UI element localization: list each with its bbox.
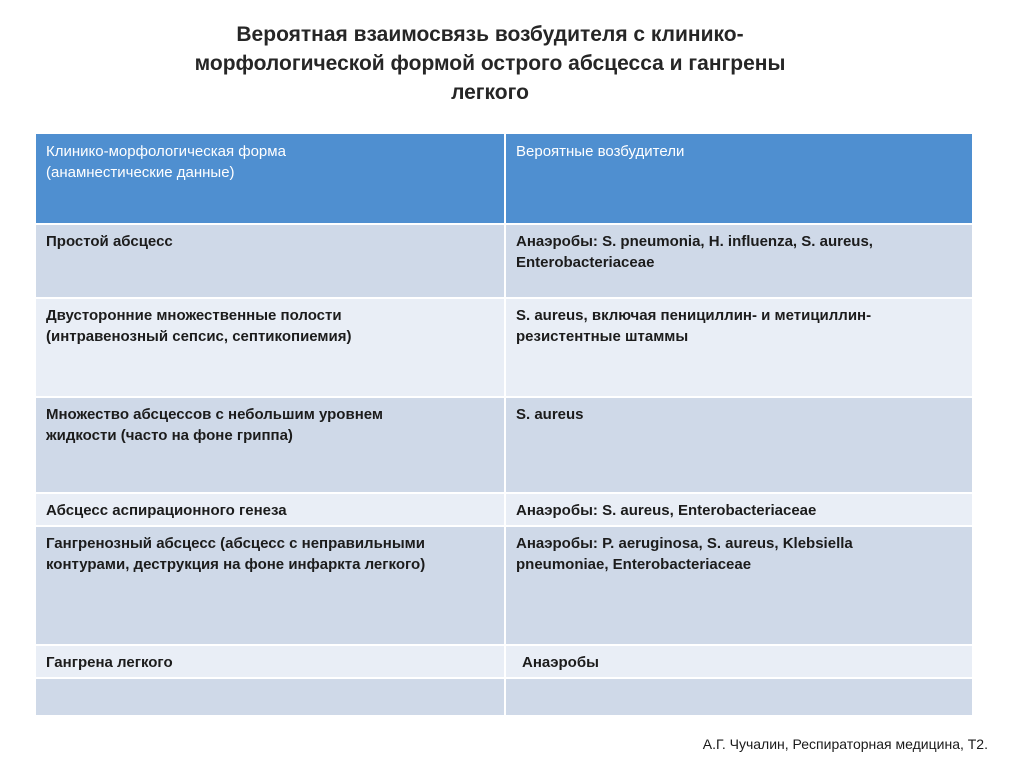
table-row [35,224,973,298]
slide-title [90,20,890,107]
pathogens-text-line-1: S. aureus, включая пенициллин- и метициллин- [516,307,872,324]
table-header-row [35,133,973,224]
form-cell [35,493,505,526]
form-text-line-1: Простой абсцесс [46,233,173,250]
title-line-3: легкого [451,81,529,104]
form-text-line-1: Гангрена легкого [46,654,173,671]
title-line-1: Вероятная взаимосвязь возбудителя с клинико- [236,23,744,46]
form-text-line-2: контурами, деструкция на фоне инфаркта легкого) [46,556,426,573]
header-form-line-2: (анамнестические данные) [46,164,235,181]
empty-cell [35,678,505,716]
form-cell [35,397,505,493]
pathogens-text-line-1: Анаэробы: S. aureus, Enterobacteriaceae [516,502,817,519]
pathogen-table [34,132,974,717]
pathogens-text-line-1: Анаэробы: P. aeruginosa, S. aureus, Klebsiella [516,535,853,552]
pathogens-text-line-2: Enterobacteriaceae [516,254,655,271]
form-cell [35,224,505,298]
table-row [35,298,973,397]
pathogens-cell [505,526,973,645]
form-cell [35,645,505,678]
pathogens-text-line-1: S. aureus [516,406,584,423]
form-text-line-2: (интравенозный сепсис, септикопиемия) [46,328,352,345]
table-row [35,645,973,678]
pathogens-cell [505,645,973,678]
form-cell [35,298,505,397]
table-row [35,397,973,493]
form-text-line-2: жидкости (часто на фоне гриппа) [46,427,293,444]
pathogens-cell [505,224,973,298]
header-pathogens [505,133,973,224]
form-cell [35,526,505,645]
form-text-line-1: Абсцесс аспирационного генеза [46,502,287,519]
pathogens-text-line-1: Анаэробы [522,654,599,671]
table-row [35,526,973,645]
header-form-line-1: Клинико-морфологическая форма [46,143,286,160]
pathogens-cell [505,298,973,397]
header-form [35,133,505,224]
table-row [35,493,973,526]
form-text-line-1: Гангренозный абсцесс (абсцесс с неправильными [46,535,425,552]
pathogens-text-line-2: pneumoniae, Enterobacteriaceae [516,556,752,573]
pathogens-text-line-1: Анаэробы: S. pneumonia, H. influenza, S. aureus, [516,233,873,250]
form-text-line-1: Двусторонние множественные полости [46,307,342,324]
table-row-empty [35,678,973,716]
pathogens-text-line-2: резистентные штаммы [516,328,689,345]
empty-cell [505,678,973,716]
pathogens-cell [505,397,973,493]
pathogens-cell [505,493,973,526]
title-line-2: морфологической формой острого абсцесса и гангрены [194,52,786,75]
header-pathogens-text: Вероятные возбудители [516,143,685,160]
citation: А.Г. Чучалин, Респираторная медицина, Т2. [702,736,988,752]
form-text-line-1: Множество абсцессов с небольшим уровнем [46,406,383,423]
